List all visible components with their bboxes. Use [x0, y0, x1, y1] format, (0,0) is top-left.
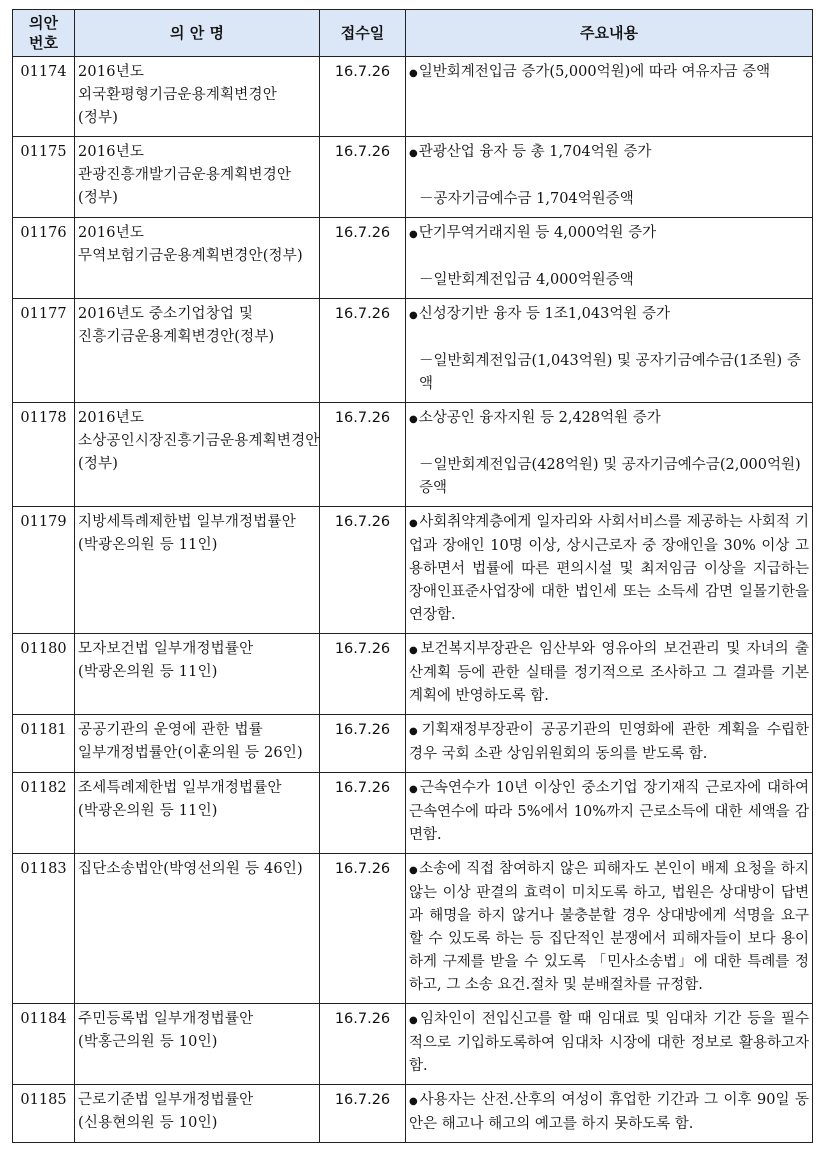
table-row [13, 299, 813, 403]
bill-number: 01185 [13, 1085, 75, 1143]
bill-content [406, 854, 813, 1004]
bill-content [406, 137, 813, 218]
bill-date: 16.7.26 [320, 854, 406, 1004]
bill-number: 01178 [13, 403, 75, 507]
bill-number: 01179 [13, 507, 75, 634]
bill-title: 2016년도 소상공인시장진흥기금운용계획변경안(정부) [75, 403, 320, 507]
bill-number: 01183 [13, 854, 75, 1004]
table-header [13, 10, 813, 57]
bill-content [406, 1004, 813, 1085]
header-title: 의 안 명 [75, 10, 320, 57]
bill-title: 모자보건법 일부개정법률안(박광온의원 등 11인) [75, 634, 320, 715]
bill-title: 2016년도 무역보험기금운용계획변경안(정부) [75, 218, 320, 299]
bill-summary-text: 신성장기반 융자 등 1조1,043억원 증가 [418, 306, 670, 322]
bullet-icon: ● [409, 645, 420, 656]
bill-content [406, 507, 813, 634]
bill-number: 01180 [13, 634, 75, 715]
bill-summary-text: 사용자는 산전․산후의 여성이 휴업한 기간과 그 이후 90일 동안은 해고나 해고의 예고를 하지 못하도록 함. [409, 1092, 809, 1132]
bullet-icon: ● [409, 518, 419, 529]
bill-title: 공공기관의 운영에 관한 법률 일부개정법률안(이훈의원 등 26인) [75, 715, 320, 773]
header-content: 주요내용 [406, 10, 813, 57]
bill-content [406, 1085, 813, 1143]
bill-number: 01174 [13, 57, 75, 137]
bill-date: 16.7.26 [320, 218, 406, 299]
bill-summary-text: 보건복지부장관은 임산부와 영유아의 보건관리 및 자녀의 출산계획 등에 관한 실태를 정기적으로 조사하고 그 결과를 기본계획에 반영하도록 함. [409, 641, 810, 704]
bill-content [406, 299, 813, 403]
bullet-icon: ● [409, 1015, 419, 1026]
table-row [13, 507, 813, 634]
bill-number: 01175 [13, 137, 75, 218]
header-number: 의안 번호 [13, 10, 75, 57]
bill-content [406, 403, 813, 507]
bill-number: 01176 [13, 218, 75, 299]
table-row [13, 57, 813, 137]
bill-summary [409, 1008, 809, 1078]
bill-title: 지방세특례제한법 일부개정법률안(박광온의원 등 11인) [75, 507, 320, 634]
bill-date: 16.7.26 [320, 137, 406, 218]
bill-content [406, 634, 813, 715]
table-row [13, 1004, 813, 1085]
bullet-icon: ● [409, 784, 419, 795]
bullet-icon: ● [409, 148, 418, 159]
bill-date: 16.7.26 [320, 299, 406, 403]
header-date: 접수일 [320, 10, 406, 57]
bill-date: 16.7.26 [320, 57, 406, 137]
bill-content [406, 773, 813, 854]
bullet-icon: ● [409, 726, 421, 737]
bill-summary [409, 777, 809, 847]
bill-title: 집단소송법안(박영선의원 등 46인) [75, 854, 320, 1004]
bill-summary [409, 638, 809, 708]
bill-table [12, 9, 813, 1143]
bill-date: 16.7.26 [320, 1085, 406, 1143]
table-row [13, 854, 813, 1004]
bill-title: 주민등록법 일부개정법률안(박홍근의원 등 10인) [75, 1004, 320, 1085]
bill-date: 16.7.26 [320, 507, 406, 634]
bill-title: 근로기준법 일부개정법률안(신용현의원 등 10인) [75, 1085, 320, 1143]
bill-summary [409, 511, 809, 627]
bill-summary-text: 기획재정부장관이 공공기관의 민영화에 관한 계획을 수립한 경우 국회 소관 상임위원회의 동의를 받도록 함. [409, 722, 810, 762]
bill-summary [409, 1089, 809, 1136]
bill-summary-text: 일반회계전입금 증가(5,000억원)에 따라 여유자금 증액 [418, 64, 771, 80]
bill-date: 16.7.26 [320, 773, 406, 854]
table-row [13, 403, 813, 507]
bill-summary-text: 임차인이 전입신고를 할 때 임대료 및 임대차 기간 등을 필수적으로 기입하도록하여 임대차 시장에 대한 정보로 활용하고자 함. [409, 1011, 809, 1074]
bill-summary-text: 근속연수가 10년 이상인 중소기업 장기재직 근로자에 대하여 근속연수에 따라 5%에서 10%까지 근로소득에 대한 세액을 감면함. [409, 780, 809, 843]
bill-content [406, 218, 813, 299]
bill-date: 16.7.26 [320, 1004, 406, 1085]
bill-detail: －일반회계전입금(428억원) 및 공자기금예수금(2,000억원) 증액 [419, 457, 801, 496]
bill-summary [409, 719, 809, 766]
bill-summary-text: 소송에 직접 참여하지 않은 피해자도 본인이 배제 요청을 하지 않는 이상 판결의 효력이 미치도록 하고, 법원은 상대방이 답변과 해명을 하지 않거나 불충분할 경우 상대방에게 석명을 요구할 수 있도록 하는 등 집단적인 분쟁에서 피해자들이 보다 용이하게 구제를 받을 수 있도록 「민사소송법」에 대한 특례를 정하고, 그 소송 요건․절차 및 분배절차를 규정함. [409, 861, 810, 993]
bill-summary [409, 407, 809, 431]
bill-number: 01184 [13, 1004, 75, 1085]
bill-summary [409, 141, 809, 165]
bill-detail: －공자기금예수금 1,704억원증액 [419, 191, 634, 207]
bill-summary [409, 61, 809, 85]
bullet-icon: ● [409, 865, 419, 876]
bill-title: 조세특례제한법 일부개정법률안(박광온의원 등 11인) [75, 773, 320, 854]
bullet-icon: ● [409, 229, 418, 240]
bill-summary-text: 소상공인 융자지원 등 2,428억원 증가 [418, 410, 661, 426]
bill-title: 2016년도 외국환평형기금운용계획변경안(정부) [75, 57, 320, 137]
bill-title: 2016년도 중소기업창업 및 진흥기금운용계획변경안(정부) [75, 299, 320, 403]
table-row [13, 218, 813, 299]
bill-content [406, 715, 813, 773]
bill-detail: －일반회계전입금 4,000억원증액 [419, 272, 634, 288]
bill-summary [409, 222, 809, 246]
bullet-icon: ● [409, 68, 418, 79]
bill-number: 01181 [13, 715, 75, 773]
bill-date: 16.7.26 [320, 403, 406, 507]
table-row [13, 773, 813, 854]
bill-date: 16.7.26 [320, 715, 406, 773]
bullet-icon: ● [409, 414, 418, 425]
bill-detail: －일반회계전입금(1,043억원) 및 공자기금예수금(1조원) 증액 [419, 353, 801, 392]
table-row [13, 634, 813, 715]
table-row [13, 715, 813, 773]
bill-number: 01177 [13, 299, 75, 403]
table-row [13, 1085, 813, 1143]
bill-date: 16.7.26 [320, 634, 406, 715]
bill-title: 2016년도 관광진흥개발기금운용계획변경안(정부) [75, 137, 320, 218]
table-row [13, 137, 813, 218]
bill-number: 01182 [13, 773, 75, 854]
bullet-icon: ● [409, 1096, 419, 1107]
bill-summary-text: 단기무역거래지원 등 4,000억원 증가 [418, 225, 657, 241]
bill-summary-text: 사회취약계층에게 일자리와 사회서비스를 제공하는 사회적 기업과 장애인 10명 이상, 상시근로자 중 장애인을 30% 이상 고용하면서 법률에 따른 편의시설 및 최저임금 이상을 지급하는 장애인표준사업장에 대한 법인세 또는 소득세 감면 일몰기한을 연장함. [409, 514, 809, 623]
bullet-icon: ● [409, 310, 418, 321]
bill-summary-text: 관광산업 융자 등 총 1,704억원 증가 [418, 144, 652, 160]
bill-content [406, 57, 813, 137]
bill-summary [409, 858, 809, 997]
bill-summary [409, 303, 809, 327]
table-body [13, 57, 813, 1143]
